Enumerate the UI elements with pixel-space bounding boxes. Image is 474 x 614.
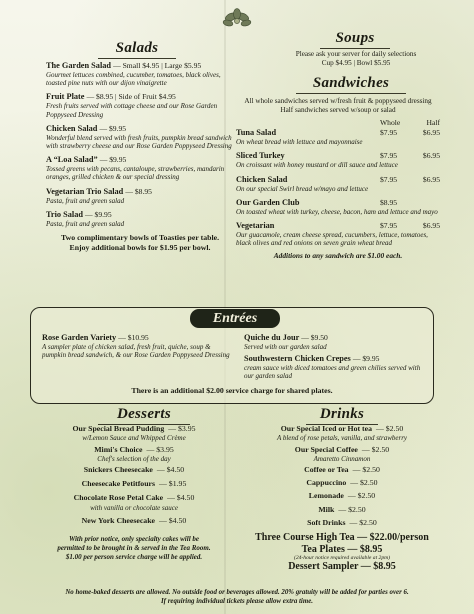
entree-rose-garden: [42, 333, 232, 359]
sandwich-half-price: $6.95: [422, 128, 440, 138]
drink-item: [244, 518, 440, 528]
sandwich-desc: Our guacamole, cream cheese spread, cucumbers, lettuce, tomatoes, black olives and red onions on seven grain wheat bread: [236, 231, 428, 248]
salad-desc: Pasta, fruit and green salad: [46, 219, 125, 228]
soups-title-rule: [320, 48, 390, 49]
entree-desc: Served with our garden salad: [244, 343, 327, 351]
drink-item: [244, 424, 440, 443]
salad-desc: Fresh fruits served with cottage cheese and our Rose Garden Poppyseed Dressing: [46, 102, 218, 119]
leaf-ornament-icon: [217, 7, 257, 31]
drink-name: Our Special Coffee: [294, 444, 358, 454]
drink-desc: A blend of rose petals, vanilla, and strawberry: [276, 434, 408, 443]
drink-price: — $2.50: [347, 491, 376, 501]
drink-name: Coffee or Tea: [304, 465, 349, 474]
sandwich-desc: On croissant with honey mustard or dill sauce and lettuce: [236, 161, 398, 170]
sandwich-name: Vegetarian: [236, 221, 275, 230]
sandwiches-list: [236, 97, 440, 261]
dessert-name: Mimi's Choice: [94, 444, 143, 454]
shared-plate-note: There is an additional $2.00 service charge for shared plates.: [131, 386, 333, 395]
entree-price: — $9.50: [301, 333, 328, 342]
salad-item: [46, 210, 234, 228]
drink-price: — $2.50: [349, 517, 377, 527]
soups-info: [266, 50, 446, 67]
dessert-name: Chocolate Rose Petal Cake: [73, 493, 164, 503]
sandwich-addition-note: Additions to any sandwich are $1.00 each.: [273, 251, 403, 261]
sandwiches-intro1: All whole sandwiches served w/fresh fruit & poppyseed dressing: [244, 97, 432, 105]
drink-price: — $2.50: [338, 504, 366, 514]
salad-desc: Gourmet lettuces combined, cucumber, tomatoes, black olives, toasted pine nuts with our dijon vinaigrette: [46, 71, 221, 88]
salad-item: [46, 61, 234, 87]
salad-item: [46, 187, 234, 205]
drink-name: Cappuccino: [306, 478, 347, 488]
salad-price: — Small $4.95 | Large $5.95: [113, 61, 202, 70]
salad-name: Vegetarian Trio Salad: [46, 186, 124, 196]
drink-name: Milk: [318, 504, 335, 514]
dessert-name: Snickers Cheesecake: [83, 465, 153, 474]
salad-name: Fruit Plate: [46, 92, 85, 102]
soups-title: [320, 30, 390, 49]
toasties-note-line1: Two complimentary bowls of Toasties per table.: [60, 233, 220, 243]
dessert-price: — $3.95: [168, 424, 196, 433]
drink-name: Our Special Iced or Hot tea: [280, 424, 373, 433]
sandwich-desc: On our special Swirl bread w/mayo and lettuce: [236, 184, 369, 193]
sandwich-whole-price: $7.95: [380, 128, 398, 138]
soups-line1: Please ask your server for daily selections: [295, 50, 417, 58]
salad-item: [46, 92, 234, 118]
drink-item: [244, 491, 440, 501]
sandwich-desc: On wheat bread with lettuce and mayonnaise: [236, 138, 363, 147]
sandwich-column-headers: [236, 118, 440, 128]
salad-name: Trio Salad: [46, 209, 83, 219]
sandwich-desc: On toasted wheat with turkey, cheese, bacon, ham and lettuce and mayo: [236, 207, 438, 216]
col-half: Half: [426, 118, 440, 128]
salad-desc: Pasta, fruit and green salad: [46, 196, 125, 205]
entree-desc: cream sauce with diced tomatoes and green chilies served with our garden salad: [244, 364, 421, 381]
footer-line2: If requiring individual tickets please allow extra time.: [161, 598, 313, 605]
sandwich-whole-price: $7.95: [380, 221, 398, 230]
toasties-note-line2: Enjoy additional bowls for $1.95 per bowl.: [69, 243, 211, 253]
salad-name: A “Loa Salad”: [46, 155, 98, 165]
footer-policy: [14, 588, 460, 606]
salad-price: — $9.95: [99, 155, 127, 165]
entree-crepes: [244, 354, 430, 380]
drink-name: Lemonade: [308, 491, 344, 501]
dessert-price: — $3.95: [146, 444, 174, 454]
drink-item: [244, 505, 440, 515]
sandwich-item: [236, 151, 440, 169]
dessert-price: — $1.95: [159, 479, 187, 489]
desserts-title-text: Desserts: [116, 406, 172, 422]
dessert-desc: Chef's selection of the day: [97, 454, 171, 463]
entree-price: — $9.95: [352, 354, 380, 363]
drink-price: — $2.50: [352, 465, 380, 474]
sandwich-name: Our Garden Club: [236, 197, 300, 207]
sandwich-item: [236, 175, 440, 193]
salad-item: [46, 124, 234, 150]
sandwich-half-price: $6.95: [422, 151, 440, 161]
sandwich-half-price: $6.95: [422, 174, 440, 184]
dessert-price: — $4.50: [167, 493, 195, 503]
sandwich-item: [236, 198, 440, 216]
dessert-name: Our Special Bread Pudding: [72, 424, 165, 433]
desserts-title: [98, 406, 190, 425]
sandwich-item: [236, 128, 440, 146]
dessert-item: [40, 479, 228, 489]
high-tea-offer: Three Course High Tea — $22.00/person: [255, 532, 429, 544]
soups-line2: Cup $4.95 | Bowl $5.95: [321, 58, 391, 67]
tea-plates-note: (24-hour notice required available at 2pm): [293, 554, 391, 561]
salad-name: The Garden Salad: [46, 61, 112, 70]
dessert-name: Cheesecake Petitfours: [81, 479, 156, 489]
drink-price: — $2.50: [350, 478, 378, 488]
drink-price: — $2.50: [376, 424, 404, 433]
entree-name: Quiche du Jour: [244, 333, 300, 342]
dessert-item: [40, 493, 228, 512]
soups-title-text: Soups: [335, 30, 375, 46]
sandwich-name: Tuna Salad: [236, 128, 277, 138]
drink-name: Soft Drinks: [307, 517, 346, 527]
entree-desc: A sampler plate of chicken salad, fresh fruit, quiche, soup & pumpkin bread sandwich, & our Rose Garden Poppyseed Dressing: [42, 343, 230, 360]
salads-title: [98, 40, 176, 59]
entree-price: — $10.95: [118, 333, 149, 342]
cake-policy-line1: With prior notice, only specialty cakes will be: [68, 535, 199, 544]
sandwich-whole-price: $8.95: [380, 197, 398, 207]
toasties-note: [46, 233, 234, 253]
drink-price: — $2.50: [361, 444, 390, 454]
sandwiches-title: [296, 75, 406, 94]
cake-policy-note: [40, 535, 228, 562]
salads-list: [46, 61, 234, 253]
dessert-desc: with vanilla or chocolate sauce: [90, 503, 178, 512]
dessert-price: — $4.50: [156, 465, 185, 474]
drink-item: [244, 465, 440, 475]
sandwich-whole-price: $7.95: [380, 151, 398, 161]
salads-title-rule: [98, 58, 176, 59]
drinks-title-text: Drinks: [319, 406, 365, 422]
dessert-item: [40, 465, 228, 475]
salad-desc: Wonderful blend served with fresh fruits, pumpkin bread sandwich with strawberry cheese and our Rose Garden Poppyseed Dressing: [46, 133, 232, 151]
drink-item: [244, 445, 440, 464]
entree-name: Southwestern Chicken Crepes: [244, 354, 351, 363]
salad-desc: Tossed greens with pecans, cantaloupe, strawberries, mandarin oranges, grilled chicken & our special dressing: [46, 165, 225, 182]
cake-policy-line3: $1.00 per person service charge will be applied.: [65, 553, 203, 562]
dessert-desc: w/Lemon Sauce and Whipped Crème: [82, 434, 186, 443]
salad-price: — $8.95 | Side of Fruit $4.95: [86, 92, 176, 102]
cake-policy-line2: permitted to be brought in & served in the Tea Room.: [57, 544, 211, 553]
drink-item: [244, 478, 440, 488]
dessert-name: New York Cheesecake: [81, 515, 156, 525]
dessert-item: [40, 424, 228, 443]
tea-plates-offer: Tea Plates — $8.95: [301, 543, 383, 555]
sandwiches-title-rule: [296, 93, 406, 94]
salad-price: — $9.95: [85, 209, 112, 219]
entree-quiche: [244, 333, 424, 351]
sandwich-name: Chicken Salad: [236, 174, 288, 184]
col-whole: Whole: [380, 118, 401, 128]
sandwich-item: [236, 221, 440, 247]
footer-line1: No home-baked desserts are allowed. No outside food or beverages allowed. 20% gratuity will be added for parties over 6.: [65, 589, 409, 596]
salad-price: — $9.95: [99, 123, 127, 133]
entrees-title: Entrées: [190, 309, 280, 328]
drinks-title: [306, 406, 378, 425]
drink-desc: Amaretto Cinnamon: [313, 454, 371, 463]
dessert-item: [40, 516, 228, 526]
salad-name: Chicken Salad: [46, 123, 98, 133]
sandwich-half-price: $6.95: [422, 221, 440, 230]
dessert-sampler-offer: Dessert Sampler — $8.95: [288, 560, 396, 572]
drinks-list: [244, 424, 440, 572]
salad-item: [46, 155, 234, 181]
sandwiches-intro2: Half sandwiches served w/soup or salad: [280, 105, 396, 114]
sandwich-name: Sliced Turkey: [236, 151, 285, 161]
sandwich-whole-price: $7.95: [380, 174, 398, 184]
salads-title-text: Salads: [115, 40, 159, 56]
salad-price: — $8.95: [125, 186, 152, 196]
dessert-item: [40, 445, 228, 464]
sandwiches-title-text: Sandwiches: [312, 75, 390, 91]
desserts-list: [40, 424, 228, 562]
entree-name: Rose Garden Variety: [42, 333, 117, 342]
dessert-price: — $4.50: [159, 515, 187, 525]
